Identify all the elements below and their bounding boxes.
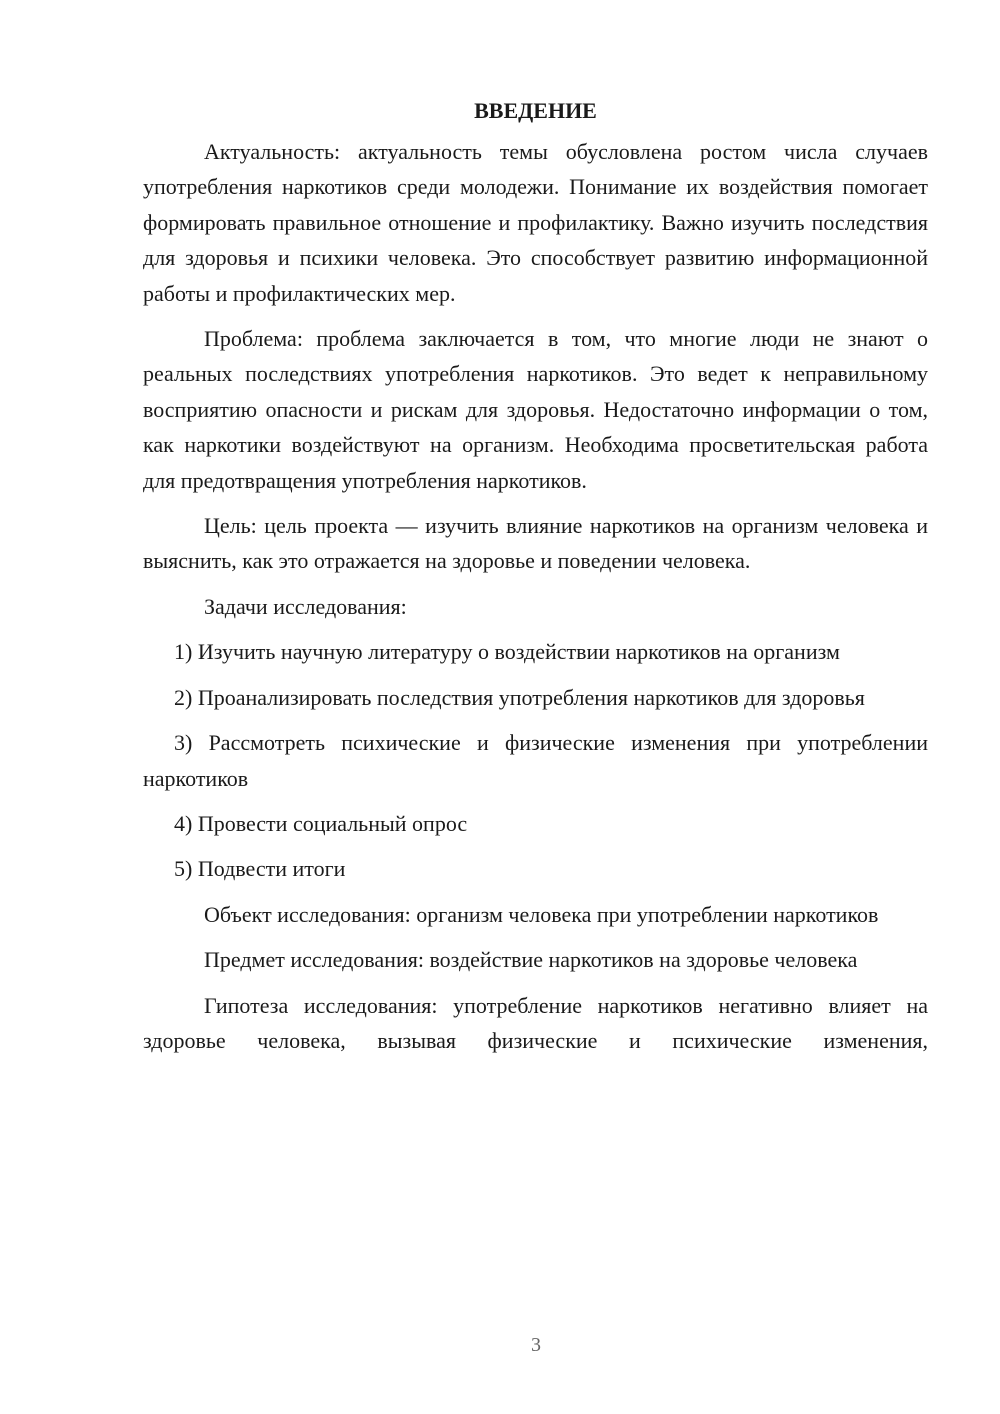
problem-paragraph: Проблема: проблема заключается в том, что многие люди не знают о реальных последствиях употребления наркотиков. Это ведет к неправильному восприятию опасности и рискам для здоровья. Недостаточно информации о том, как наркотики воздействуют на организм. Необходима просветительская работа для предотвращения употребления наркотиков. <box>143 326 928 493</box>
goal-paragraph: Цель: цель проекта — изучить влияние наркотиков на организм человека и выяснить, как это отражается на здоровье и поведении человека. <box>143 513 928 574</box>
task-item-4: 4) Провести социальный опрос <box>174 810 468 836</box>
page-number: 3 <box>531 1334 541 1356</box>
task-item-5: 5) Подвести итоги <box>174 856 346 882</box>
hypothesis-paragraph: Гипотеза исследования: употребление наркотиков негативно влияет на здоровье человека, вызывая физические и психические изменения, <box>143 992 928 1053</box>
tasks-heading: Задачи исследования: <box>204 593 407 619</box>
document-page <box>143 96 928 1068</box>
task-item-2: 2) Проанализировать последствия употребления наркотиков для здоровья <box>174 684 865 710</box>
task-item-3: 3) Рассмотреть психические и физические изменения при употреблении наркотиков <box>143 730 928 791</box>
section-heading: ВВЕДЕНИЕ <box>474 98 597 123</box>
research-subject-paragraph: Предмет исследования: воздействие наркотиков на здоровье человека <box>204 947 858 973</box>
relevance-paragraph: Актуальность: актуальность темы обусловлена ростом числа случаев употребления наркотиков среди молодежи. Понимание их воздействия помогает формировать правильное отношение и профилактику. Важно изучить последствия для здоровья и психики человека. Это способствует развитию информационной работы и профилактических мер. <box>143 139 928 306</box>
task-item-1: 1) Изучить научную литературу о воздействии наркотиков на организм <box>174 639 840 665</box>
research-object-paragraph: Объект исследования: организм человека при употреблении наркотиков <box>204 901 879 927</box>
